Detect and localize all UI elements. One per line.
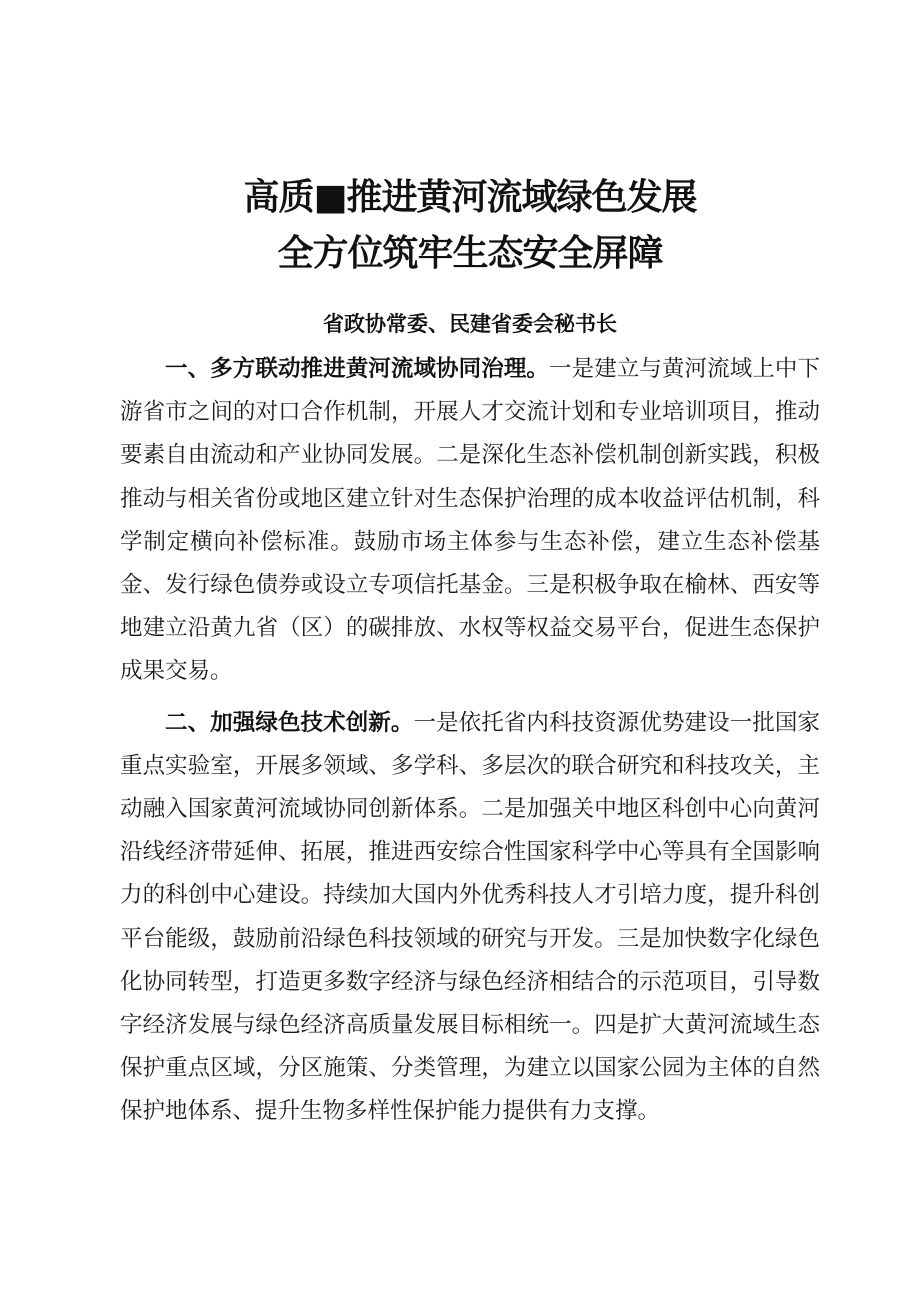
paragraph-1	[120, 348, 820, 694]
paragraph-2-heading: 二、加强绿色技术创新。	[165, 709, 414, 736]
paragraph-2-body: 一是依托省内科技资源优势建设一批国家重点实验室，开展多领域、多学科、多层次的联合研究和科技攻关，主动融入国家黄河流域协同创新体系。二是加强关中地区科创中心向黄河沿线经济带延伸、拓展，推进西安综合性国家科学中心等具有全国影响力的科创中心建设。持续加大国内外优秀科技人才引培力度，提升科创平台能级，鼓励前沿绿色科技领域的研究与开发。三是加快数字化绿色化协同转型，打造更多数字经济与绿色经济相结合的示范项目，引导数字经济发展与绿色经济高质量发展目标相统一。四是扩大黄河流域生态保护重点区域，分区施策、分类管理，为建立以国家公园为主体的自然保护地体系、提升生物多样性保护能力提供有力支撑。	[120, 709, 820, 1125]
title-line-2: 全方位筑牢生态安全屏障	[277, 233, 663, 274]
author-line: 省政协常委、民建省委会秘书长	[323, 312, 617, 336]
title-line-1: 高质■推进黄河流域绿色发展	[243, 177, 697, 218]
document-title	[120, 170, 820, 282]
paragraph-2	[120, 702, 820, 1134]
paragraph-1-heading: 一、多方联动推进黄河流域协同治理。	[165, 356, 549, 382]
paragraph-1-body: 一是建立与黄河流域上中下游省市之间的对口合作机制，开展人才交流计划和专业培训项目，推动要素自由流动和产业协同发展。二是深化生态补偿机制创新实践，积极推动与相关省份或地区建立针对生态保护治理的成本收益评估机制，科学制定横向补偿标准。鼓励市场主体参与生态补偿，建立生态补偿基金、发行绿色债券或设立专项信托基金。三是积极争取在榆林、西安等地建立沿黄九省（区）的碳排放、水权等权益交易平台，促进生态保护成果交易。	[120, 356, 820, 685]
